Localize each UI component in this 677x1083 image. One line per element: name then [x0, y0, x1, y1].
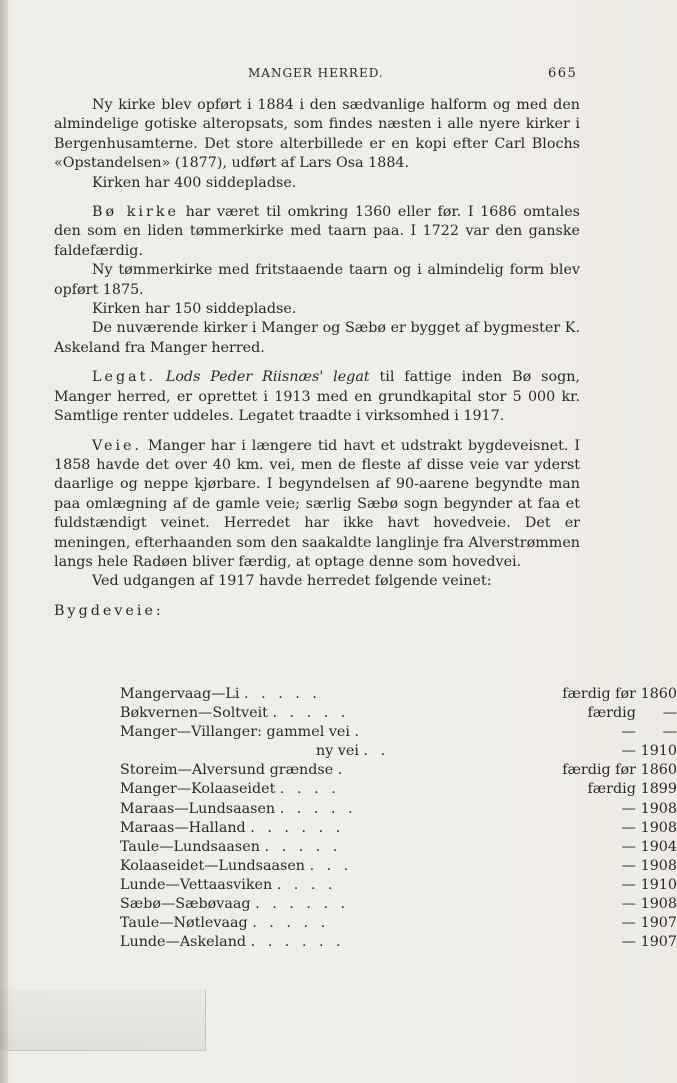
road-leader-dots: . . . . . . — [250, 934, 345, 951]
road-row — [120, 838, 677, 857]
road-name: Maraas—Halland — [120, 819, 246, 836]
page-edge-shadow — [0, 990, 206, 1051]
paragraph-new-timber-church: Ny tømmerkirke med fritstaaende taarn og i almindelig form blev opført 1875. — [54, 262, 580, 298]
paragraph-seats-400: Kirken har 400 siddepladse. — [92, 174, 297, 191]
bo-kirke-text-cont: I 1686 omtales den som en liden tømmerkirke med taarn paa. I 1722 var den ganske faldefærdig. — [54, 204, 581, 259]
roads-table — [120, 685, 677, 952]
section-heading-bygdeveie: Bygdeveie: — [54, 602, 164, 619]
road-year: 1910 — [640, 743, 677, 760]
road-year: 1908 — [640, 800, 677, 817]
paragraph-veinet-intro: Ved udgangen af 1917 havde herredet følgende veinet: — [92, 573, 492, 590]
road-leader-dots: . . . . . — [244, 686, 321, 702]
road-year: 1899 — [640, 781, 677, 798]
road-row — [120, 742, 677, 761]
road-status: — — [621, 934, 636, 951]
road-name: Manger—Villanger: gammel vei — [120, 724, 350, 741]
road-year: 1907 — [640, 915, 677, 932]
paragraph-seats-150: Kirken har 150 siddepladse. — [92, 301, 297, 318]
road-row — [120, 819, 677, 838]
road-row — [120, 933, 677, 952]
road-row — [120, 685, 677, 704]
road-row — [120, 876, 677, 895]
road-year: 1860 — [640, 686, 677, 702]
road-leader-dots: . . . — [309, 857, 353, 874]
road-name: Sæbø—Sæbøvaag — [120, 896, 251, 913]
road-name-cell — [120, 819, 537, 838]
road-row — [120, 704, 677, 723]
road-status: færdig før — [562, 686, 636, 702]
road-name-cell — [120, 914, 537, 933]
road-status: — — [621, 743, 636, 760]
road-name-cell — [120, 876, 537, 895]
road-name-cell — [120, 933, 537, 952]
roads-table-body — [120, 685, 677, 952]
road-year: 1904 — [640, 838, 677, 855]
road-name-cell — [120, 761, 537, 780]
road-leader-dots: . . . . — [279, 781, 340, 798]
paragraph-new-church: Ny kirke blev opført i 1884 i den sædvanlige halform og med den almindelige gotiske alteropsats, som findes næsten i alle nyere kirker i Bergenhusamterne. Det store alterbillede er en kopi efter Carl Blochs «Opstandelsen» (1877), udført af Lars Osa 1884. — [54, 97, 580, 172]
road-status: færdig før — [562, 762, 636, 779]
veie-text: Manger har i længere tid havt et udstrakt bygdeveisnet. I 1858 havde det over 40 km. vei, men de fleste af disse veie var yderst daarlige og neppe kjørbare. I begyndelsen af 90-aarene begyndte man paa omlægning af de gamle veie; særlig Sæbø sogn begynder at faa et fuldstændigt veinet. Herredet har ikke havt hovedveie. Det er meningen, efterhaanden som den saakaldte langlinje fra Alverstrømmen langs hele Radøen bliver færdig, at optage denne som hovedvei. — [54, 437, 581, 570]
road-name-cell — [120, 685, 537, 704]
road-row — [120, 761, 677, 780]
running-header — [0, 62, 677, 82]
road-leader-dots: . — [337, 762, 347, 779]
road-year: 1908 — [640, 857, 677, 874]
road-leader-dots: . . . . — [276, 876, 337, 893]
road-name: Bøkvernen—Soltveit — [120, 705, 268, 722]
page-body — [54, 96, 580, 621]
road-row — [120, 780, 677, 799]
road-status: færdig — [587, 705, 636, 722]
road-year: 1908 — [640, 896, 677, 913]
road-name-cell — [120, 895, 537, 914]
paragraph-veie — [54, 437, 580, 573]
road-status: — — [621, 876, 636, 893]
road-name: ny vei — [316, 743, 359, 760]
road-name-cell — [120, 857, 537, 876]
road-name-cell — [120, 742, 537, 761]
road-name-cell — [120, 723, 537, 742]
page-spine-shadow — [0, 0, 8, 1083]
road-year: 1910 — [640, 876, 677, 893]
road-leader-dots: . . . . . — [252, 915, 330, 932]
road-name: Maraas—Lundsaasen — [120, 800, 276, 817]
road-row — [120, 723, 677, 742]
road-name: Taule—Nøtlevaag — [120, 915, 248, 932]
road-leader-dots: . . . . . — [272, 705, 350, 722]
road-leader-dots: . . . . . . — [250, 819, 345, 836]
road-status: færdig — [587, 781, 636, 798]
term-bo-kirke: Bø kirke — [92, 204, 179, 221]
road-name-cell — [120, 780, 537, 799]
road-leader-dots: . . . . . — [264, 838, 342, 855]
road-leader-dots: . . — [363, 743, 390, 760]
road-status: — — [621, 819, 636, 836]
road-row — [120, 857, 677, 876]
header-title: MANGER HERRED. — [248, 66, 384, 80]
road-row — [120, 914, 677, 933]
road-name-cell — [120, 838, 537, 857]
road-name: Storeim—Alversund grændse — [120, 762, 334, 779]
term-legat: Legat. — [92, 369, 156, 386]
road-name: Lunde—Vettaasviken — [120, 876, 273, 893]
road-row — [120, 800, 677, 819]
road-name: Manger—Kolaaseidet — [120, 781, 276, 798]
road-year: — — [662, 724, 677, 741]
road-status: — — [621, 896, 636, 913]
paragraph-legat — [54, 368, 580, 426]
road-name: Taule—Lundsaasen — [120, 838, 260, 855]
road-status: — — [621, 724, 636, 741]
road-name: Kolaaseidet—Lundsaasen — [120, 857, 306, 874]
road-year: — — [662, 705, 677, 722]
road-row — [120, 895, 677, 914]
road-leader-dots: . — [354, 724, 364, 741]
road-leader-dots: . . . . . — [279, 800, 357, 817]
road-year: 1908 — [640, 819, 677, 836]
legat-text: til fattige inden Bø sogn, Manger herred, er oprettet i 1913 med en grundkapital stor 5 000 kr. Samtlige renter uddeles. Legatet traadte i virksomhed i 1917. — [54, 369, 581, 425]
road-year: 1860 — [640, 762, 677, 779]
road-year: 1907 — [640, 934, 677, 951]
term-veie: Veie. — [92, 437, 143, 454]
road-name-cell — [120, 800, 537, 819]
paragraph-bo-kirke — [54, 203, 580, 261]
road-name-cell — [120, 704, 537, 723]
road-name: Lunde—Askeland — [120, 934, 247, 951]
road-status: — — [621, 838, 636, 855]
road-status: — — [621, 800, 636, 817]
road-name: Mangervaag—Li — [120, 686, 240, 702]
road-status: — — [621, 857, 636, 874]
legat-name: Lods Peder Riisnæs' legat — [165, 369, 370, 386]
page-number: 665 — [548, 66, 578, 81]
road-status: — — [621, 915, 636, 932]
paragraph-builder: De nuværende kirker i Manger og Sæbø er bygget af bygmester K. Askeland fra Manger herred. — [54, 320, 580, 356]
road-leader-dots: . . . . . . — [255, 896, 350, 913]
bo-kirke-text: har været til omkring 1360 eller før. — [185, 204, 462, 221]
